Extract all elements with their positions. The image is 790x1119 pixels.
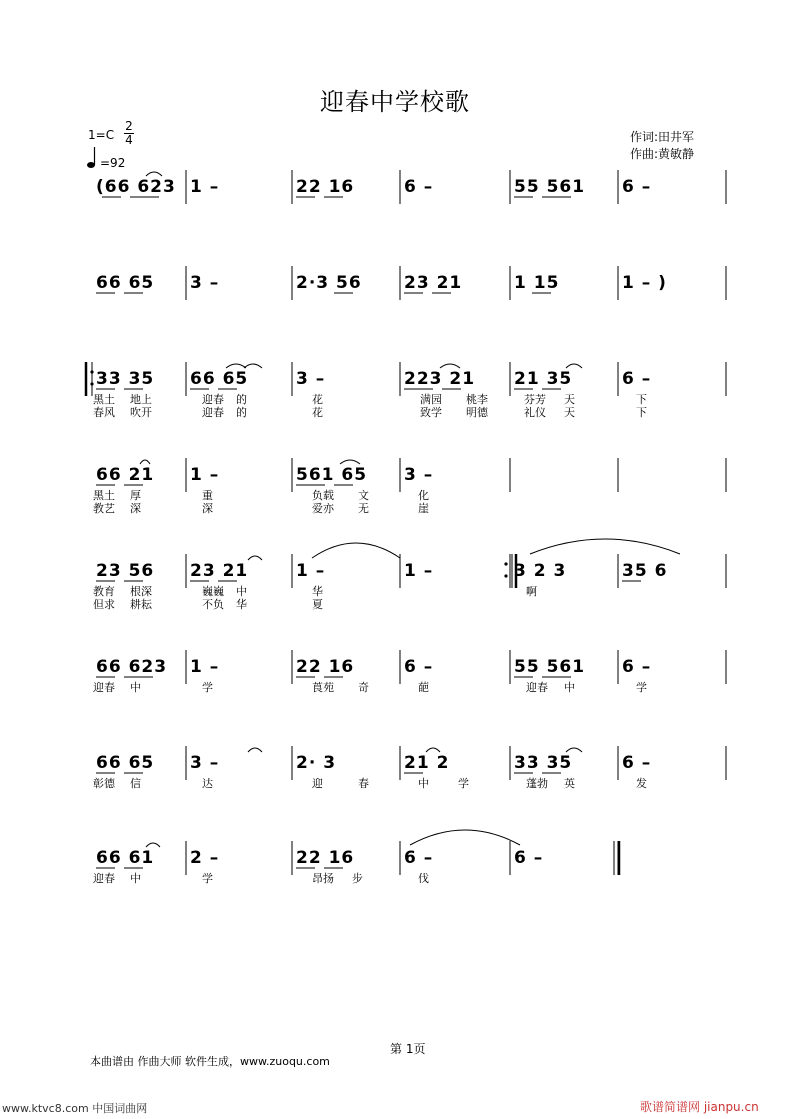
measure: 6 – (404, 177, 434, 197)
lyric-verse-1: 下 (636, 393, 647, 406)
lyric-verse-1: 桃李 (466, 393, 488, 406)
slur-small (248, 556, 262, 560)
lyric-verse-1: 莨苑 (312, 681, 334, 694)
measure: 22 16 (296, 177, 355, 197)
lyric-verse-1: 中 (130, 872, 141, 885)
lyric-verse-1: 迎 (312, 777, 323, 790)
lyric-verse-2: 教艺 (93, 502, 115, 515)
measure: 2·3 56 (296, 273, 362, 293)
measure: 1 – (296, 561, 326, 581)
lyric-verse-1: 英 (564, 777, 575, 790)
measure: 23 56 (96, 561, 155, 581)
lyric-verse-1: 天 (564, 393, 575, 406)
watermark-right: 歌谱简谱网 jianpu.cn (640, 1100, 759, 1114)
lyric-verse-1: 地上 (130, 393, 152, 406)
lyric-verse-1: 根深 (130, 585, 152, 598)
slur-small (566, 364, 582, 368)
measure: 55 561 (514, 657, 586, 677)
lyric-verse-1: 发 (636, 777, 647, 790)
measure: 1 – (190, 465, 220, 485)
lyric-verse-1: 步 (352, 872, 363, 885)
repeat-dot (504, 562, 507, 565)
lyric-verse-2: 天 (564, 406, 575, 419)
lyric-verse-1: 花 (312, 393, 323, 406)
lyric-verse-1: 迎春 (93, 681, 115, 694)
lyric-verse-1: 巍巍 (202, 585, 224, 598)
lyric-verse-1: 满园 (420, 393, 442, 406)
footer-note: 本曲谱由 作曲大师 软件生成，www.zuoqu.com (90, 1055, 330, 1068)
measure: 6 – (404, 657, 434, 677)
measure: 23 21 (404, 273, 463, 293)
tie-arc (312, 543, 400, 558)
slur-small (440, 364, 460, 368)
lyric-verse-1: 学 (202, 872, 213, 885)
repeat-dot (90, 370, 93, 373)
measure: 21 35 (514, 369, 573, 389)
lyric-verse-1: 迎春 (93, 872, 115, 885)
lyric-verse-1: 的 (236, 393, 247, 406)
lyric-verse-1: 教育 (93, 585, 115, 598)
lyric-verse-2: 迎春 (202, 406, 224, 419)
lyric-verse-2: 但求 (93, 598, 115, 611)
measure: 6 – (514, 848, 544, 868)
lyric-verse-1: 啊 (526, 585, 537, 598)
lyric-verse-2: 耕耘 (130, 598, 152, 611)
measure: 3 – (296, 369, 326, 389)
lyric-verse-1: 春 (358, 777, 369, 790)
measure: 1 – ) (622, 273, 667, 293)
lyric-verse-1: 彰德 (93, 777, 115, 790)
lyric-verse-1: 昂扬 (312, 872, 334, 885)
lyric-verse-2: 致学 (420, 406, 442, 419)
measure: 2· 3 (296, 753, 337, 773)
measure: 1 – (190, 177, 220, 197)
measure: 66 65 (96, 273, 155, 293)
lyric-verse-1: 奇 (358, 681, 369, 694)
lyric-verse-2: 吹开 (130, 406, 152, 419)
slur-small (426, 748, 440, 752)
lyric-verse-2: 爱亦 (312, 502, 334, 515)
lyric-verse-1: 厚 (130, 489, 141, 502)
lyric-verse-1: 达 (202, 777, 213, 790)
lyric-verse-2: 崖 (418, 502, 429, 515)
lyric-verse-1: 中 (418, 777, 429, 790)
lyric-verse-2: 不负 (202, 598, 224, 611)
lyric-verse-1: 黑土 (93, 393, 115, 406)
quarter-note-icon (86, 145, 98, 169)
lyric-verse-1: 迎春 (202, 393, 224, 406)
measure: 3 – (190, 273, 220, 293)
lyric-verse-2: 花 (312, 406, 323, 419)
lyric-verse-1: 蓬勃 (526, 777, 548, 790)
lyric-verse-2: 夏 (312, 598, 323, 611)
lyricist: 作词:田井军 (630, 130, 695, 144)
measure: 66 65 (96, 753, 155, 773)
lyric-verse-1: 学 (202, 681, 213, 694)
lyric-verse-1: 学 (636, 681, 647, 694)
measure: 561 65 (296, 465, 368, 485)
measure: 3 2 3 (514, 561, 567, 581)
measure: 66 21 (96, 465, 155, 485)
measure: 223 21 (404, 369, 476, 389)
lyric-verse-2: 无 (358, 502, 369, 515)
repeat-dot (90, 382, 93, 385)
measure: 35 6 (622, 561, 668, 581)
measure: 2 – (190, 848, 220, 868)
lyric-verse-1: 中 (564, 681, 575, 694)
measure: 66 623 (96, 657, 168, 677)
time-signature (124, 120, 134, 147)
slur-small (566, 748, 582, 752)
measure: 1 – (404, 561, 434, 581)
time-top: 2 (125, 119, 133, 133)
song-title: 迎春中学校歌 (320, 88, 470, 116)
tie-arc (410, 830, 520, 845)
slur-arc (530, 539, 680, 554)
measure: 33 35 (514, 753, 573, 773)
slur-small (340, 460, 360, 464)
lyric-verse-2: 明德 (466, 406, 488, 419)
measure: 33 35 (96, 369, 155, 389)
measure: 6 – (622, 369, 652, 389)
slur-small (146, 172, 162, 176)
slur-small (248, 748, 262, 752)
measure: 3 – (190, 753, 220, 773)
tempo: =92 (100, 156, 126, 170)
measure: 6 – (622, 657, 652, 677)
measure: 22 16 (296, 848, 355, 868)
lyric-verse-2: 深 (202, 502, 213, 515)
repeat-dot (504, 574, 507, 577)
lyric-verse-2: 下 (636, 406, 647, 419)
lyric-verse-1: 信 (130, 777, 141, 790)
measure: 6 – (622, 177, 652, 197)
lyric-verse-1: 中 (236, 585, 247, 598)
measure: 23 21 (190, 561, 249, 581)
measure: 55 561 (514, 177, 586, 197)
lyric-verse-2: 礼仪 (524, 406, 546, 419)
measure: 22 16 (296, 657, 355, 677)
lyric-verse-1: 伐 (418, 872, 429, 885)
measure: 1 15 (514, 273, 560, 293)
lyric-verse-1: 黑土 (93, 489, 115, 502)
slur-small (140, 460, 150, 464)
lyric-verse-1: 重 (202, 489, 213, 502)
measure: (66 623 (96, 177, 176, 197)
lyric-verse-2: 深 (130, 502, 141, 515)
lyric-verse-1: 华 (312, 585, 323, 598)
lyric-verse-2: 华 (236, 598, 247, 611)
measure: 66 65 (190, 369, 249, 389)
measure: 66 61 (96, 848, 155, 868)
page-number: 第 1页 (390, 1042, 426, 1056)
lyric-verse-1: 文 (358, 489, 369, 502)
slur-small (226, 364, 246, 368)
measure: 3 – (404, 465, 434, 485)
lyric-verse-1: 中 (130, 681, 141, 694)
lyric-verse-1: 负载 (312, 489, 334, 502)
lyric-verse-2: 春风 (93, 406, 115, 419)
composer: 作曲:黄敏静 (630, 147, 695, 161)
measure: 1 – (190, 657, 220, 677)
lyric-verse-1: 学 (458, 777, 469, 790)
slur-small (146, 843, 160, 847)
lyric-verse-1: 葩 (418, 681, 429, 694)
lyric-verse-1: 化 (418, 489, 429, 502)
measure: 6 – (404, 848, 434, 868)
watermark-left: www.ktvc8.com 中国词曲网 (2, 1102, 148, 1115)
key-signature: 1=C (88, 128, 115, 142)
measure: 6 – (622, 753, 652, 773)
lyric-verse-1: 芬芳 (524, 393, 546, 406)
time-bottom: 4 (125, 133, 133, 147)
slur-small (244, 364, 262, 368)
lyric-verse-1: 迎春 (526, 681, 548, 694)
lyric-verse-2: 的 (236, 406, 247, 419)
measure: 21 2 (404, 753, 450, 773)
